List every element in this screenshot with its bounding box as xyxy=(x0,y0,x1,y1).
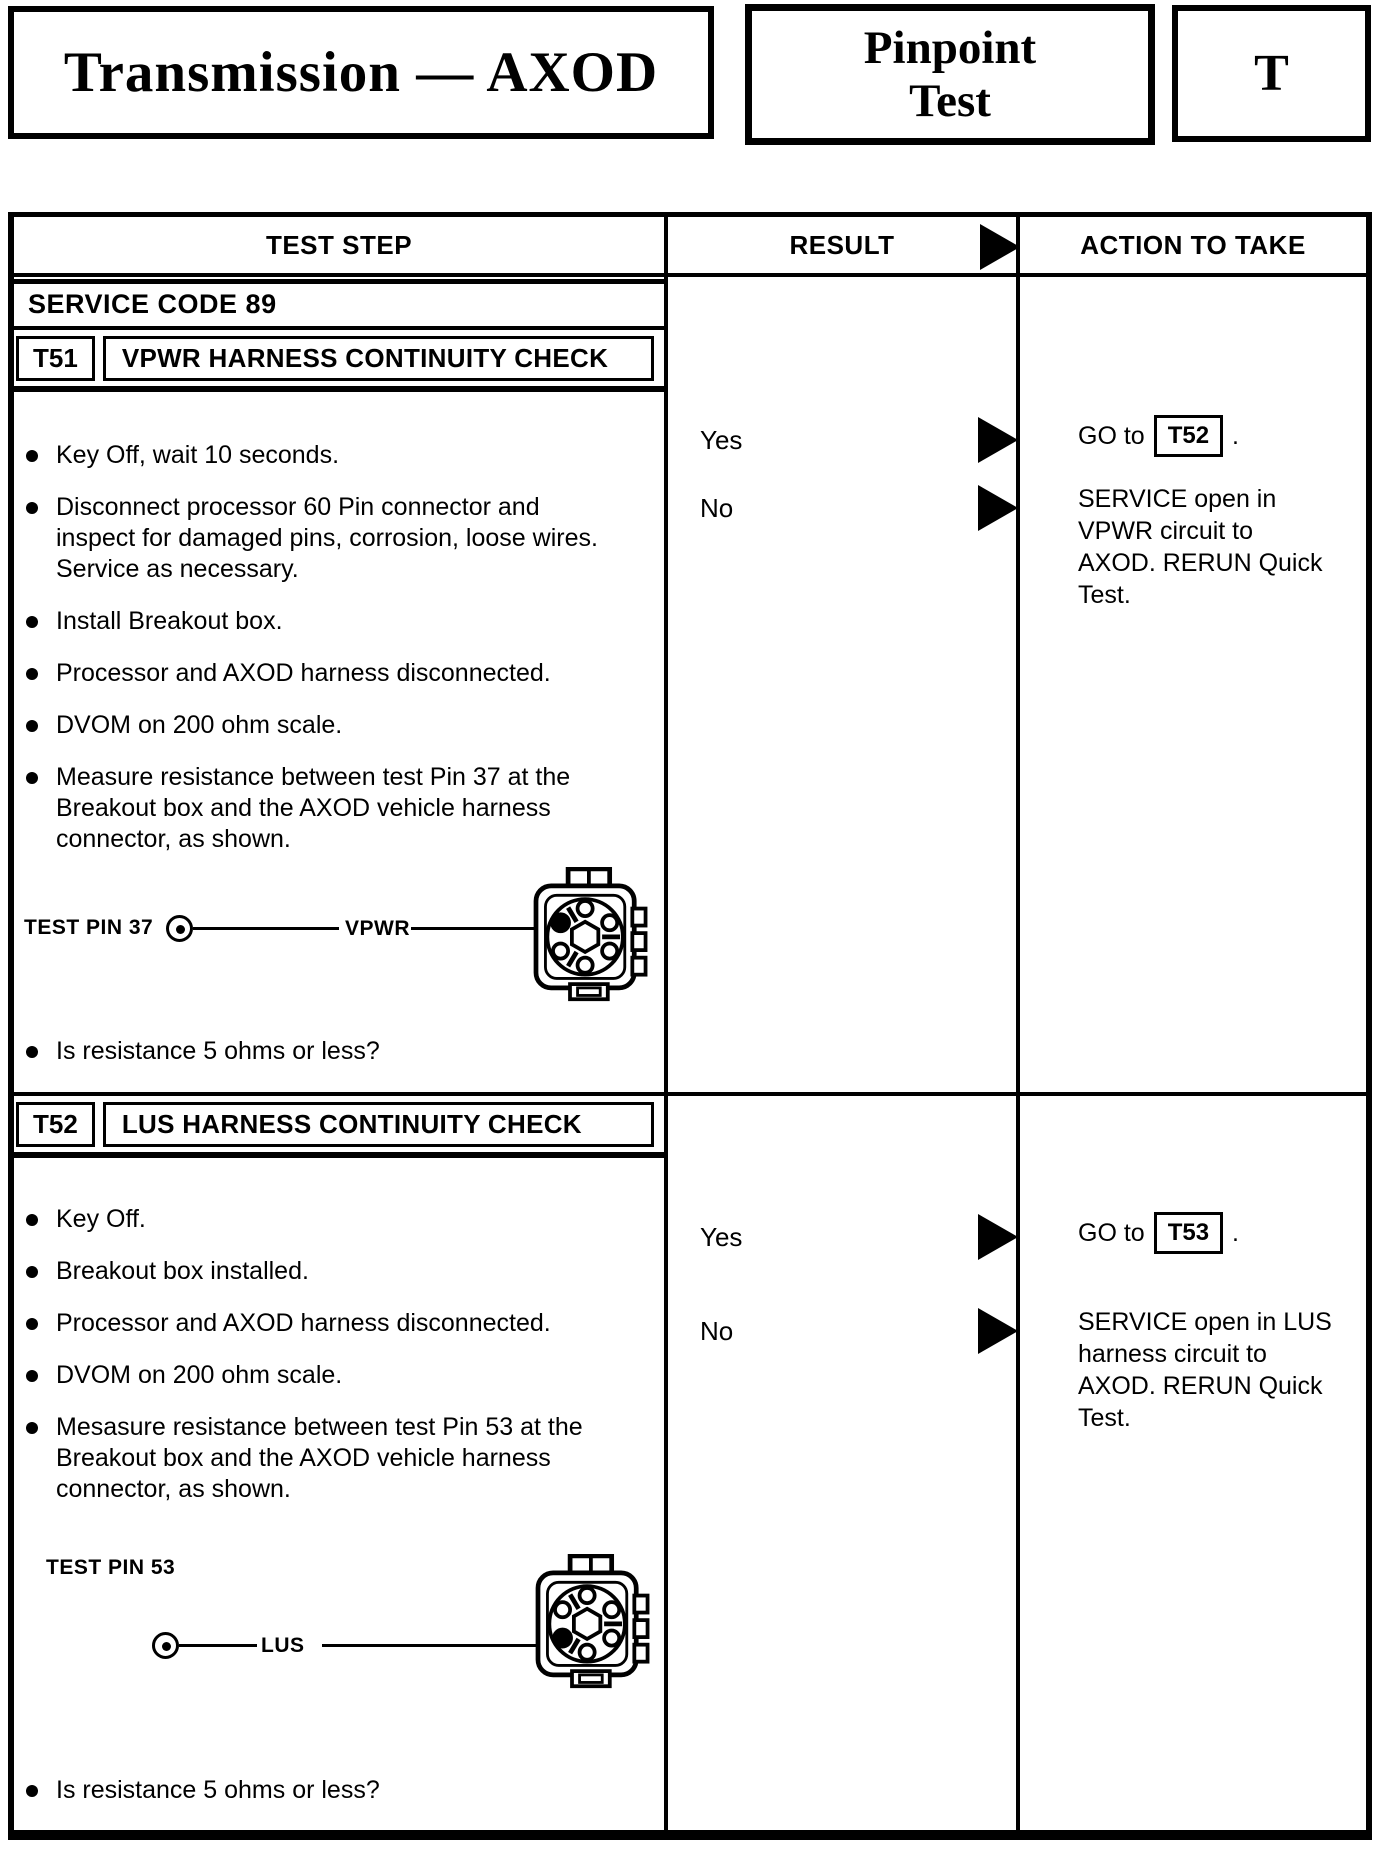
step-id-badge: T51 xyxy=(16,336,95,381)
question-item: Is resistance 5 ohms or less? xyxy=(20,1036,610,1067)
page-title: Transmission — AXOD xyxy=(8,6,714,139)
result-row-no xyxy=(668,1308,1016,1354)
pinpoint-line1: Pinpoint xyxy=(863,21,1037,74)
result-yes-label: Yes xyxy=(700,424,743,455)
service-code-row: SERVICE CODE 89 xyxy=(14,279,664,330)
wiring-diagram-lus xyxy=(14,1526,664,1761)
step-header-t51 xyxy=(14,332,664,392)
test-block-t52 xyxy=(14,1096,1366,1837)
test-pin-label: TEST PIN 53 xyxy=(46,1556,176,1579)
test-pin-label: TEST PIN 37 xyxy=(24,916,154,939)
test-pin-terminal-icon xyxy=(166,915,193,942)
wire-segment xyxy=(411,927,539,930)
result-arrow-icon xyxy=(978,485,1018,531)
section-letter: T xyxy=(1172,5,1371,142)
list-item: DVOM on 200 ohm scale. xyxy=(20,710,610,741)
wire-segment xyxy=(322,1644,538,1647)
question-item: Is resistance 5 ohms or less? xyxy=(20,1775,610,1806)
list-item: Key Off. xyxy=(20,1204,610,1235)
list-item: Measure resistance between test Pin 37 at the Breakout box and the AXOD vehicle harness connector, as shown. xyxy=(20,762,610,855)
step-id-badge: T52 xyxy=(16,1102,95,1147)
wiring-diagram-vpwr xyxy=(14,876,664,1036)
step-title: LUS HARNESS CONTINUITY CHECK xyxy=(103,1102,654,1147)
harness-connector-icon xyxy=(526,1554,652,1690)
wire-label: VPWR xyxy=(345,917,410,940)
list-item: Install Breakout box. xyxy=(20,606,610,637)
result-row-yes xyxy=(668,1214,1016,1260)
list-item: Disconnect processor 60 Pin connector and inspect for damaged pins, corrosion, loose wires. Service as necessary. xyxy=(20,492,610,585)
result-row-no xyxy=(668,485,1016,531)
action-service: SERVICE open in LUS harness circuit to AXOD. RERUN Quick Test. xyxy=(1078,1308,1332,1432)
col-header-action: ACTION TO TAKE xyxy=(1016,217,1366,273)
list-item: Processor and AXOD harness disconnected. xyxy=(20,1308,610,1339)
test-pin-terminal-icon xyxy=(152,1632,179,1659)
step-title: VPWR HARNESS CONTINUITY CHECK xyxy=(103,336,654,381)
pinpoint-line2: Test xyxy=(909,74,991,127)
result-row-yes xyxy=(668,417,1016,463)
question-list xyxy=(14,1036,664,1067)
action-goto: GO to T52 . xyxy=(1078,415,1239,457)
test-ref-badge: T52 xyxy=(1154,415,1223,457)
result-arrow-icon xyxy=(978,1308,1018,1354)
wire-segment xyxy=(179,1644,257,1647)
wire-label: LUS xyxy=(261,1634,305,1657)
col-header-result: RESULT xyxy=(664,217,1016,273)
result-yes-label: Yes xyxy=(700,1221,743,1252)
result-arrow-icon xyxy=(980,224,1020,270)
test-ref-badge: T53 xyxy=(1154,1212,1223,1254)
result-arrow-icon xyxy=(978,1214,1018,1260)
result-arrow-icon xyxy=(978,417,1018,463)
test-step-list xyxy=(14,440,664,855)
result-no-label: No xyxy=(700,1315,734,1346)
wire-segment xyxy=(193,927,339,930)
pinpoint-test-box xyxy=(745,4,1155,145)
table-header-row xyxy=(14,217,1366,277)
list-item: Mesasure resistance between test Pin 53 at the Breakout box and the AXOD vehicle harness connector, as shown. xyxy=(20,1412,610,1505)
question-list xyxy=(14,1775,664,1806)
list-item: Breakout box installed. xyxy=(20,1256,610,1287)
result-no-label: No xyxy=(700,492,734,523)
list-item: Processor and AXOD harness disconnected. xyxy=(20,658,610,689)
action-service: SERVICE open in VPWR circuit to AXOD. RERUN Quick Test. xyxy=(1078,485,1323,609)
list-item: DVOM on 200 ohm scale. xyxy=(20,1360,610,1391)
harness-connector-icon xyxy=(524,867,650,1003)
step-header-t52 xyxy=(14,1098,664,1158)
col-header-test-step: TEST STEP xyxy=(265,229,413,260)
test-step-list xyxy=(14,1204,664,1505)
pinpoint-test-table xyxy=(8,212,1372,1840)
action-goto: GO to T53 . xyxy=(1078,1212,1239,1254)
list-item: Key Off, wait 10 seconds. xyxy=(20,440,610,471)
test-block-t51 xyxy=(14,277,1366,1096)
